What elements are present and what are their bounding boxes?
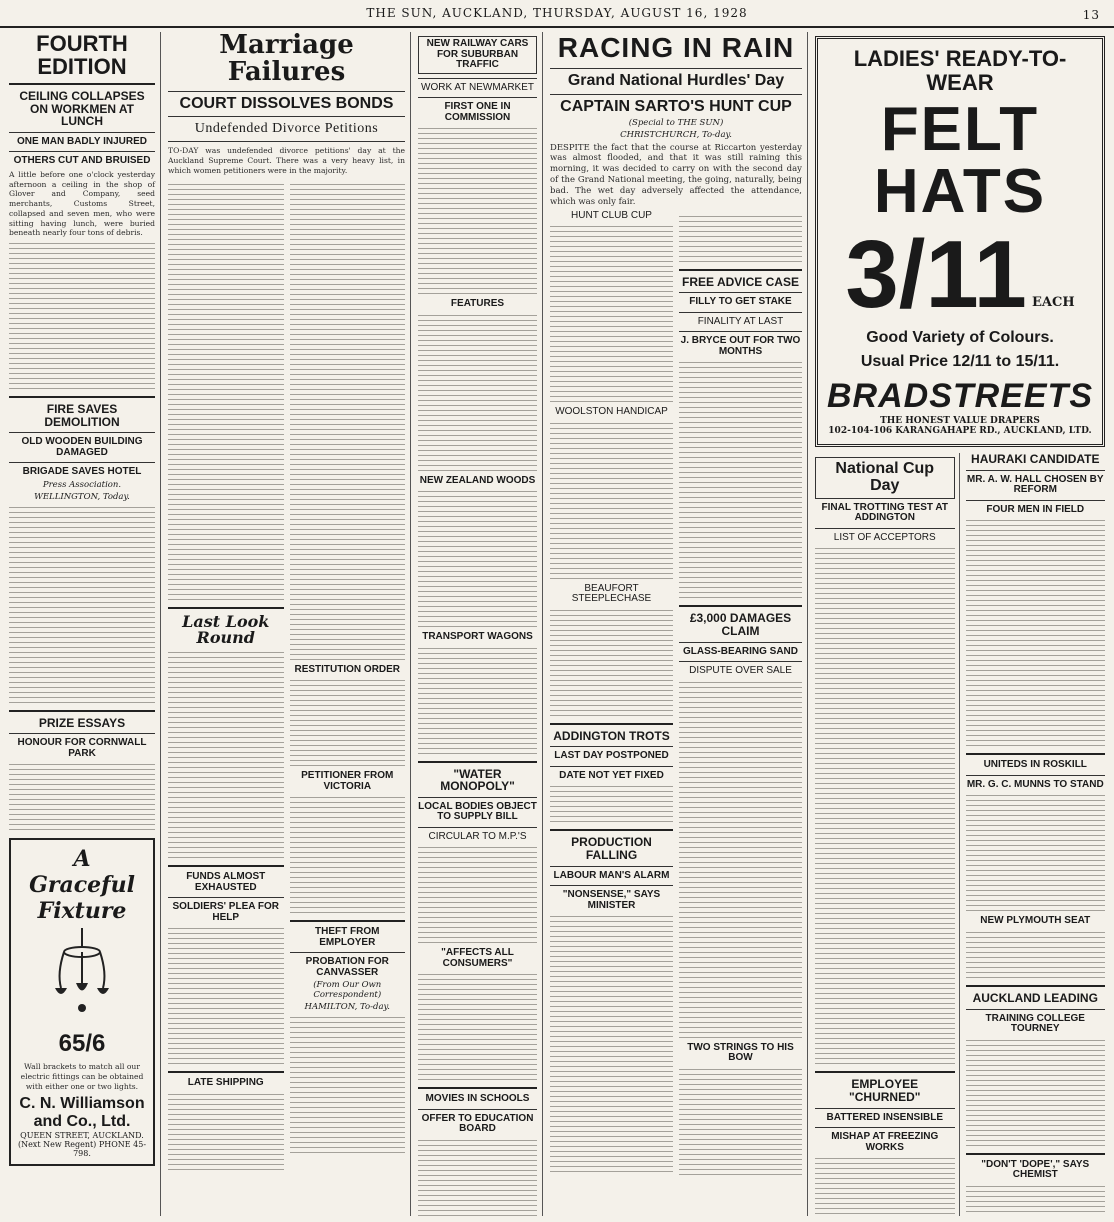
fixture-ad-company: C. N. Williamson and Co., Ltd. — [19, 1095, 145, 1131]
fire-byline: Press Association. — [42, 479, 122, 490]
dope-headline: "DON'T 'DOPE'," SAYS CHEMIST — [981, 1158, 1090, 1181]
ceiling-lead: A little before one o'clock yesterday afternoon a ceiling in the shop of Glover and Company, seed merchants, Customs Street, collapsed and seven men, who were sitting having lunch, were buried beneath nearly four tons of debris. — [9, 169, 155, 238]
felt-ad-each: EACH — [1032, 295, 1075, 311]
beaufort-heading: BEAUFORT STEEPLECHASE — [571, 582, 652, 605]
essays-headline: PRIZE ESSAYS — [38, 715, 126, 730]
nz-woods-headline: NEW ZEALAND WOODS — [419, 474, 536, 486]
free-advice-subhead-2: FINALITY AT LAST — [697, 315, 784, 327]
hauraki-subhead: MR. A. W. HALL CHOSEN BY REFORM — [966, 473, 1104, 496]
bradstreets-logo: BRADSTREETS — [826, 377, 1094, 416]
column-4 — [545, 32, 808, 1216]
hauraki-headline: HAURAKI CANDIDATE — [971, 452, 1100, 467]
racing-subhead-2: CAPTAIN SARTO'S HUNT CUP — [560, 97, 792, 115]
churned-subhead: BATTERED INSENSIBLE — [826, 1111, 943, 1123]
marriage-subhead: COURT DISSOLVES BONDS — [179, 94, 394, 112]
strings-headline: TWO STRINGS TO HIS BOW — [687, 1041, 794, 1064]
marriage-headline: Marriage Failures — [219, 32, 354, 88]
production-headline: PRODUCTION FALLING — [571, 835, 652, 863]
fire-headline: FIRE SAVES DEMOLITION — [44, 402, 120, 429]
free-advice-headline: FREE ADVICE CASE — [682, 274, 799, 289]
damages-headline: £3,000 DAMAGES CLAIM — [689, 611, 792, 639]
restitution-headline: RESTITUTION ORDER — [294, 663, 401, 675]
ceiling-subhead: ONE MAN BADLY INJURED — [16, 135, 148, 147]
bradstreets-address: 102-104-106 KARANGAHAPE RD., AUCKLAND, LTD. — [828, 426, 1092, 437]
fixture-advertisement — [9, 838, 155, 1166]
felt-ad-price: 3/11 — [845, 221, 1027, 329]
fixture-ad-address: QUEEN STREET, AUCKLAND. (Next New Regent) PHONE 45-798. — [17, 1131, 147, 1159]
woolston-heading: WOOLSTON HANDICAP — [555, 406, 668, 418]
last-look-headline: Last Look Round — [182, 611, 270, 648]
addington-subhead-2: DATE NOT YET FIXED — [559, 769, 664, 781]
features-headline: FEATURES — [450, 298, 505, 309]
petitioner-headline: PETITIONER FROM VICTORIA — [301, 770, 394, 792]
damages-subhead-2: DISPUTE OVER SALE — [689, 665, 792, 677]
masthead-title: THE SUN, AUCKLAND, THURSDAY, AUGUST 16, 1928 — [366, 6, 748, 20]
production-subhead: LABOUR MAN'S ALARM — [553, 869, 670, 881]
essays-subhead: HONOUR FOR CORNWALL PARK — [17, 737, 147, 759]
racing-subhead: Grand National Hurdles' Day — [567, 72, 785, 89]
free-advice-subhead: FILLY TO GET STAKE — [689, 296, 792, 308]
column-3 — [413, 32, 543, 1216]
ceiling-headline: CEILING COLLAPSES ON WORKMEN AT LUNCH — [19, 89, 145, 129]
movies-headline: MOVIES IN SCHOOLS — [425, 1093, 530, 1105]
marriage-subhead-2: Undefended Divorce Petitions — [194, 121, 379, 137]
funds-headline: FUNDS ALMOST EXHAUSTED — [186, 871, 266, 893]
damages-subhead: GLASS-BEARING SAND — [682, 645, 798, 657]
fixture-ad-note: Wall brackets to match all our electric fittings can be obtained with either one or two lights. — [20, 1062, 144, 1091]
racing-dateline: CHRISTCHURCH, To-day. — [620, 129, 732, 140]
felt-ad-colours: Good Variety of Colours. — [866, 329, 1054, 347]
fire-subhead-2: BRIGADE SAVES HOTEL — [22, 466, 142, 478]
railway-headline: NEW RAILWAY CARS FOR SUBURBAN TRAFFIC — [426, 38, 529, 70]
water-subhead: LOCAL BODIES OBJECT TO SUPPLY BILL — [418, 800, 537, 823]
marriage-lead: TO-DAY was undefended divorce petitions' day at the Auckland Supreme Court. There was a very heavy list, in which women petitioners were in the majority. — [168, 146, 405, 175]
theft-dateline: HAMILTON, To-day. — [304, 1002, 390, 1013]
column-2 — [163, 32, 411, 1216]
addington-subhead: LAST DAY POSTPONED — [554, 750, 669, 762]
column-1 — [4, 32, 161, 1216]
plymouth-headline: NEW PLYMOUTH SEAT — [980, 915, 1091, 927]
felt-ad-ladies: LADIES' READY-TO-WEAR — [853, 46, 1067, 96]
fixture-ad-price: 65/6 — [58, 1030, 106, 1058]
churned-headline: EMPLOYEE "CHURNED" — [849, 1077, 921, 1105]
masthead — [0, 0, 1114, 28]
theft-subhead: PROBATION FOR CANVASSER — [305, 956, 389, 978]
racing-lead: DESPITE the fact that the course at Riccarton yesterday was almost flooded, and that it was still raining this morning, it was decided to carry on with the second day of the Grand National meeting, the going, naturally, being bad. The wet day adversely affected the attendance, which was only fair. — [550, 142, 802, 207]
auckland-leading-subhead: TRAINING COLLEGE TOURNEY — [985, 1012, 1085, 1035]
felt-ad-usual-price: Usual Price 12/11 to 15/11. — [860, 353, 1060, 371]
auckland-leading-headline: AUCKLAND LEADING — [972, 990, 1098, 1005]
lamp-illustration-icon — [47, 928, 117, 1018]
hunt-cup-heading: HUNT CLUB CUP — [571, 209, 652, 221]
page-number: 13 — [1082, 8, 1100, 22]
racing-headline: RACING IN RAIN — [557, 32, 795, 63]
transport-headline: TRANSPORT WAGONS — [422, 631, 533, 642]
theft-byline: (From Our Own Correspondent) — [313, 980, 382, 1001]
ceiling-subhead-2: OTHERS CUT AND BRUISED — [13, 155, 151, 167]
production-subhead-2: "NONSENSE," SAYS MINISTER — [562, 889, 661, 911]
fire-subhead: OLD WOODEN BUILDING DAMAGED — [21, 436, 143, 458]
cup-day-headline: National Cup Day — [835, 460, 935, 495]
theft-headline: THEFT FROM EMPLOYER — [315, 926, 380, 948]
free-advice-subhead-3: J. BRYCE OUT FOR TWO MONTHS — [680, 335, 801, 357]
felt-hats-advertisement — [815, 36, 1105, 447]
column-5 — [810, 32, 1110, 1216]
movies-subhead: OFFER TO EDUCATION BOARD — [421, 1112, 534, 1135]
addington-headline: ADDINGTON TROTS — [553, 728, 670, 743]
cup-day-subhead-2: LIST OF ACCEPTORS — [833, 531, 936, 543]
bradstreets-tagline: THE HONEST VALUE DRAPERS — [880, 416, 1040, 427]
fire-dateline: WELLINGTON, Today. — [34, 491, 130, 502]
fixture-ad-title: A Graceful Fixture — [29, 846, 135, 925]
cup-day-subhead: FINAL TROTTING TEST AT ADDINGTON — [821, 501, 948, 524]
affects-headline: "AFFECTS ALL CONSUMERS" — [441, 947, 514, 969]
funds-subhead: SOLDIERS' PLEA FOR HELP — [172, 901, 279, 923]
shipping-headline: LATE SHIPPING — [187, 1077, 264, 1089]
felt-ad-headline: FELT HATS — [873, 95, 1047, 227]
hauraki-subhead-2: FOUR MEN IN FIELD — [986, 503, 1085, 515]
railway-subhead-2: FIRST ONE IN COMMISSION — [444, 101, 511, 123]
water-headline: "WATER MONOPOLY" — [440, 766, 515, 794]
water-subhead-2: CIRCULAR TO M.P.'S — [428, 830, 527, 842]
uniteds-subhead: MR. G. C. MUNNS TO STAND — [966, 778, 1104, 790]
uniteds-headline: UNITEDS IN ROSKILL — [983, 759, 1087, 771]
churned-subhead-2: MISHAP AT FREEZING WORKS — [831, 1131, 939, 1153]
racing-byline: (Special to THE SUN) — [628, 117, 724, 128]
edition-heading: FOURTH EDITION — [36, 32, 128, 80]
railway-subhead: WORK AT NEWMARKET — [421, 81, 534, 93]
